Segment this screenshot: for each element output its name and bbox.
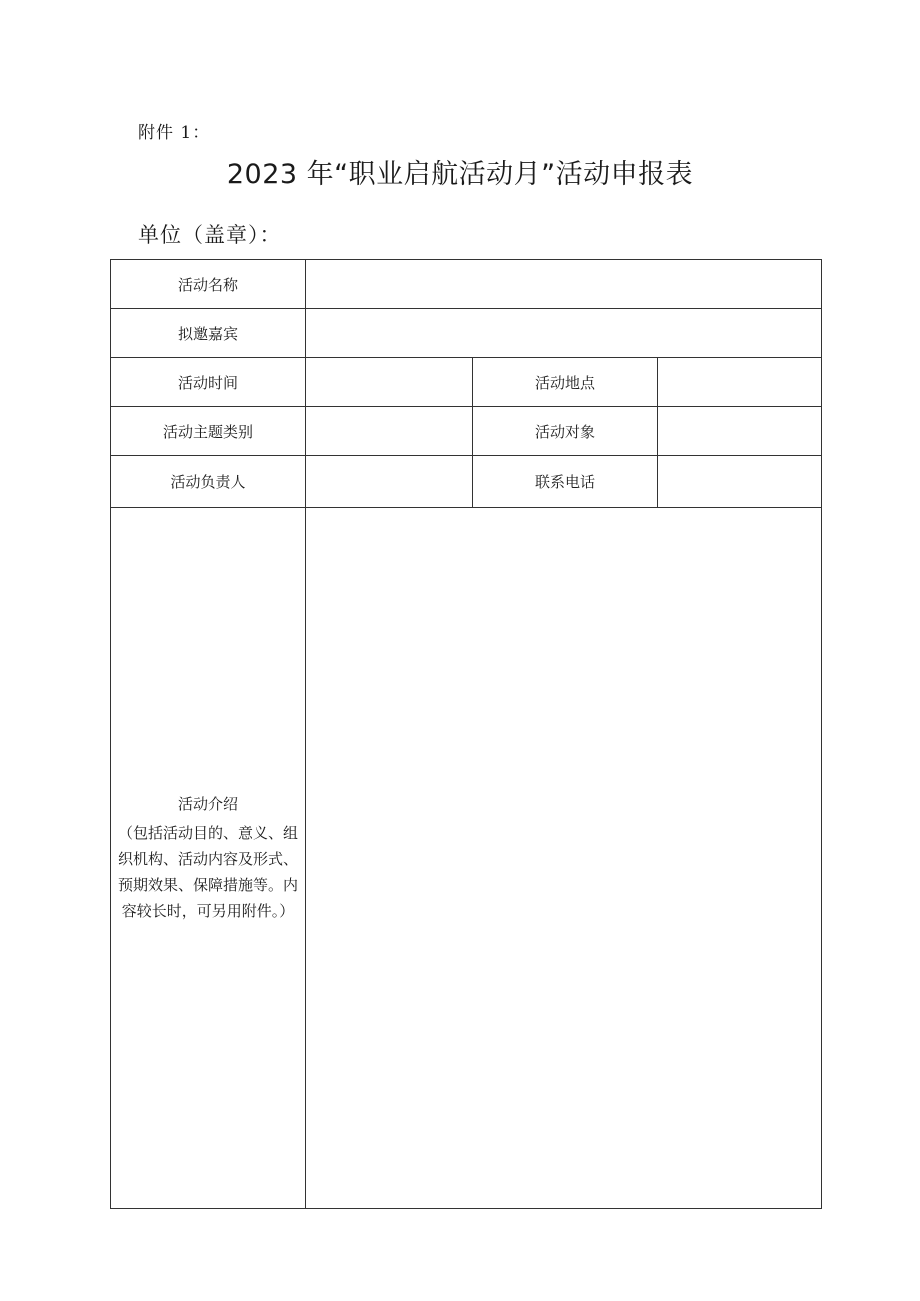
activity-time-label: 活动时间	[111, 358, 306, 407]
attachment-label: 附件 1：	[138, 123, 211, 143]
application-form-table	[110, 259, 822, 1209]
row-theme-audience	[111, 407, 822, 456]
activity-name-field[interactable]	[306, 260, 822, 309]
contact-phone-field[interactable]	[658, 456, 822, 508]
activity-intro-note: （包括活动目的、意义、组织机构、活动内容及形式、预期效果、保障措施等。内容较长时，可另用附件。）	[117, 823, 298, 920]
activity-location-label: 活动地点	[473, 358, 658, 407]
person-in-charge-field[interactable]	[306, 456, 473, 508]
invited-guests-field[interactable]	[306, 309, 822, 358]
row-invited-guests	[111, 309, 822, 358]
row-activity-name	[111, 260, 822, 309]
activity-intro-field[interactable]	[306, 508, 822, 1209]
row-time-location	[111, 358, 822, 407]
activity-location-field[interactable]	[658, 358, 822, 407]
activity-name-label: 活动名称	[111, 260, 306, 309]
invited-guests-label: 拟邀嘉宾	[111, 309, 306, 358]
page-title: 2023 年“职业启航活动月”活动申报表	[226, 159, 694, 190]
activity-intro-label-cell	[111, 508, 306, 1209]
unit-seal-label: 单位（盖章）：	[138, 223, 282, 247]
person-in-charge-label: 活动负责人	[111, 456, 306, 508]
activity-intro-label: 活动介绍	[177, 794, 238, 813]
target-audience-label: 活动对象	[473, 407, 658, 456]
target-audience-field[interactable]	[658, 407, 822, 456]
activity-time-field[interactable]	[306, 358, 473, 407]
row-person-phone	[111, 456, 822, 508]
contact-phone-label: 联系电话	[473, 456, 658, 508]
row-activity-intro	[111, 508, 822, 1209]
theme-category-field[interactable]	[306, 407, 473, 456]
theme-category-label: 活动主题类别	[111, 407, 306, 456]
